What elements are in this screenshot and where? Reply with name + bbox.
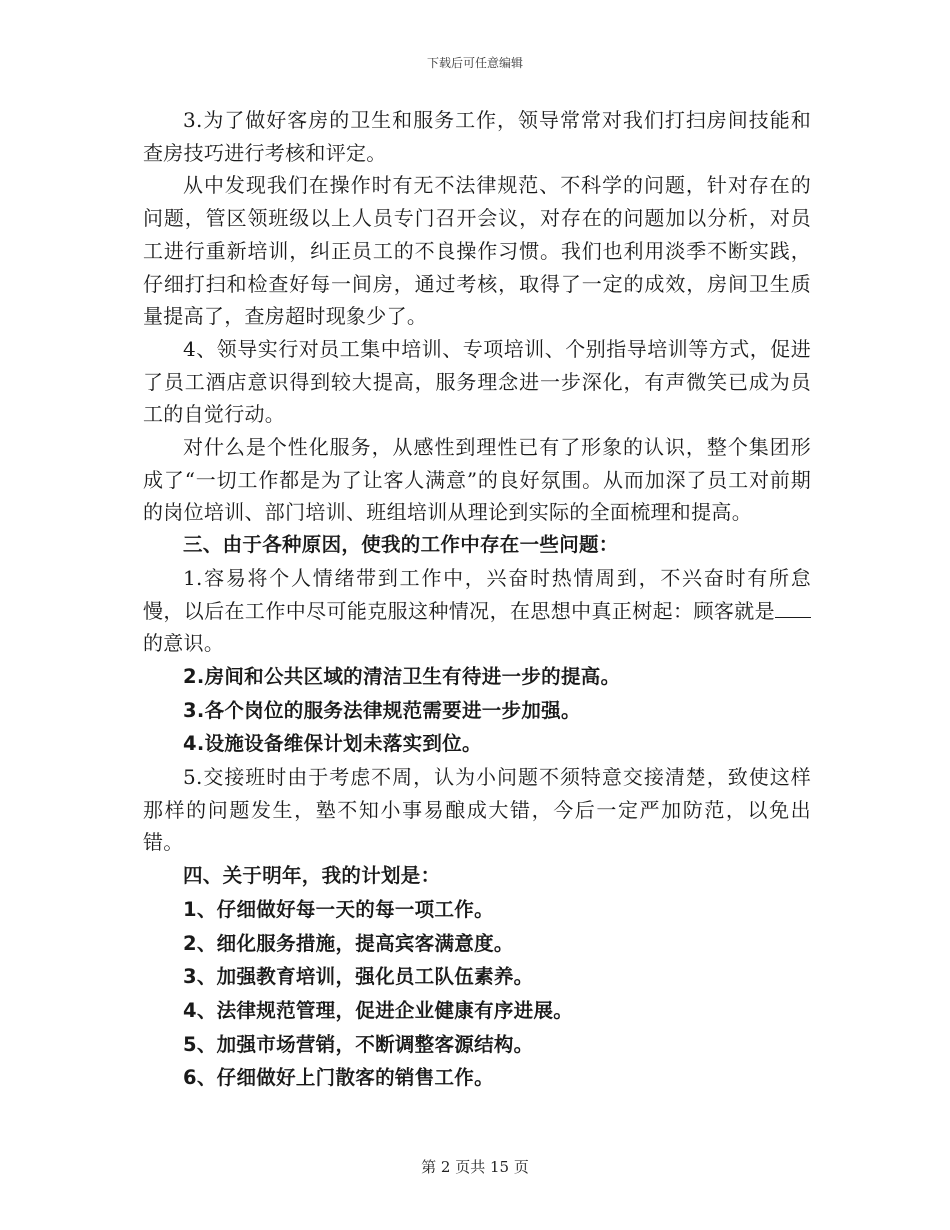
plan-item: 2、细化服务措施，提高宾客满意度。 xyxy=(183,931,514,955)
fill-in-blank xyxy=(775,601,811,618)
section3-item-1 xyxy=(143,562,811,660)
section3-item-1-tail: 的意识。 xyxy=(143,631,225,656)
section3-item-3: 3.各个岗位的服务法律规范需要进一步加强。 xyxy=(183,698,581,722)
section3-item-2: 2.房间和公共区域的清洁卫生有待进一步的提高。 xyxy=(183,664,621,688)
paragraph-4: 对什么是个性化服务，从感性到理性已有了形象的认识，整个集团形成了“一切工作都是为了让客人满意”的良好氛围。从而加深了员工对前期的岗位培训、部门培训、班组培训从理论到实际的全面梳理和提高。 xyxy=(143,435,811,525)
section4-heading: 四、关于明年，我的计划是： xyxy=(183,864,441,888)
paragraph-2: 从中发现我们在操作时有无不法律规范、不科学的问题，针对存在的问题，管区领班级以上人员专门召开会议，对存在的问题加以分析，对员工进行重新培训，纠正员工的不良操作习惯。我们也利用淡季不断实践，仔细打扫和检查好每一间房，通过考核，取得了一定的成效，房间卫生质量提高了，查房超时现象少了。 xyxy=(143,173,811,329)
section3-item-4: 4.设施设备维保计划未落实到位。 xyxy=(183,732,482,756)
plan-item: 5、加强市场营销，不断调整客源结构。 xyxy=(183,1032,534,1056)
page-header: 下载后可任意编辑 xyxy=(426,56,523,70)
plan-item: 4、法律规范管理，促进企业健康有序进展。 xyxy=(183,998,574,1022)
document-body xyxy=(143,104,811,1095)
plan-item: 1、仔细做好每一天的每一项工作。 xyxy=(183,897,494,921)
section3-item-5: 5.交接班时由于考虑不周，认为小问题不须特意交接清楚，致使这样那样的问题发生，塾不知小事易酿成大错，今后一定严加防范，以免出错。 xyxy=(143,765,811,855)
plan-item: 3、加强教育培训，强化员工队伍素养。 xyxy=(183,965,534,989)
plan-item: 6、仔细做好上门散客的销售工作。 xyxy=(183,1066,494,1090)
paragraph-3: 4、领导实行对员工集中培训、专项培训、个别指导培训等方式，促进了员工酒店意识得到较大提高，服务理念进一步深化，有声微笑已成为员工的自觉行动。 xyxy=(143,336,811,427)
paragraph-1: 3.为了做好客房的卫生和服务工作，领导常常对我们打扫房间技能和查房技巧进行考核和评定。 xyxy=(143,108,811,165)
section3-heading: 三、由于各种原因，使我的工作中存在一些问题： xyxy=(183,533,619,557)
page-footer: 第 2 页共 15 页 xyxy=(421,1158,529,1176)
section3-item-1-text: 1.容易将个人情绪带到工作中，兴奋时热情周到，不兴奋时有所怠慢，以后在工作中尽可能克服这种情况，在思想中真正树起：顾客就是 xyxy=(143,565,811,623)
